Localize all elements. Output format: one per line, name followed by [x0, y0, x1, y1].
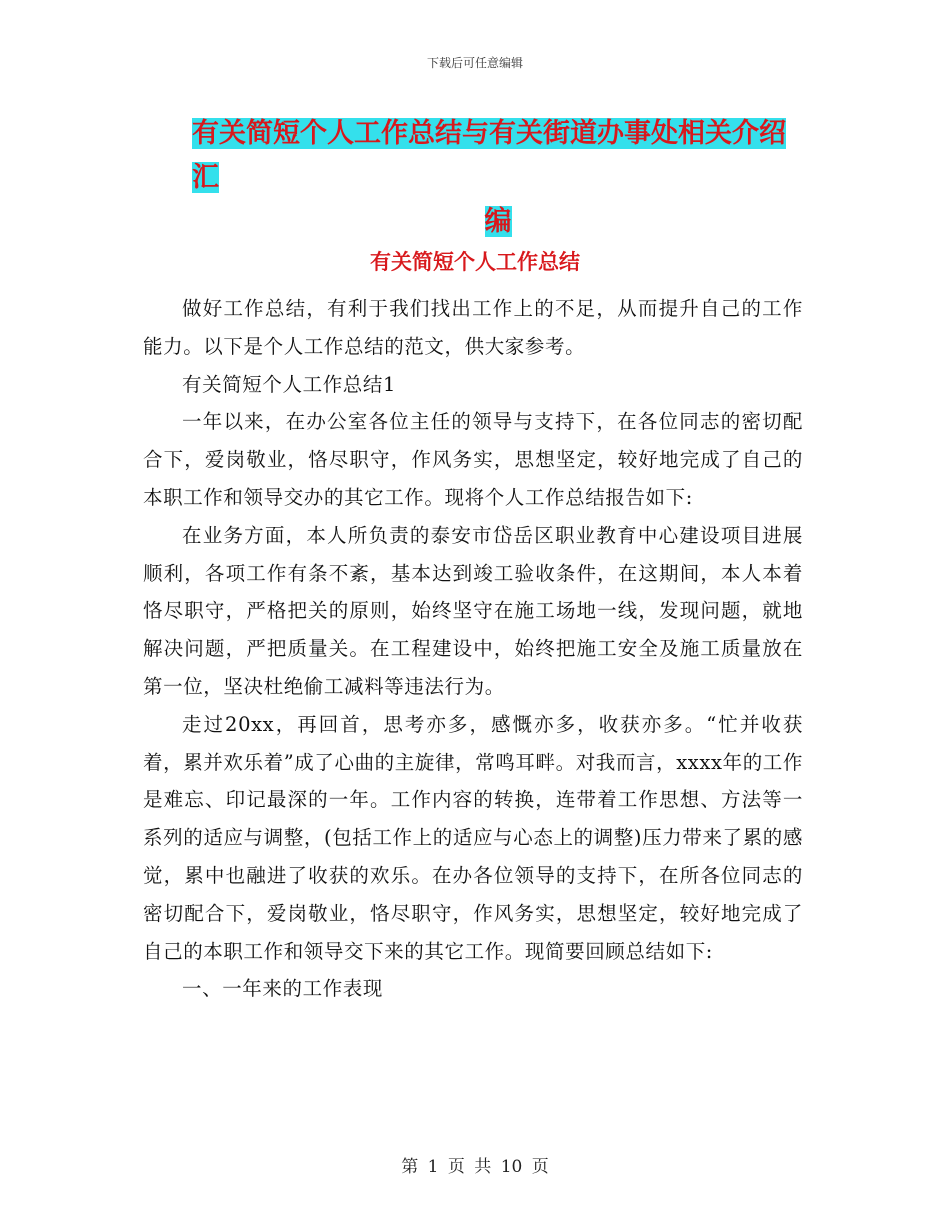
- header-note: 下载后可任意编辑: [426, 56, 523, 70]
- document-body: [143, 290, 803, 1008]
- paragraph: 在业务方面，本人所负责的泰安市岱岳区职业教育中心建设项目进展顺利，各项工作有条不紊，基本达到竣工验收条件，在这期间，本人本着恪尽职守，严格把关的原则，始终坚守在施工场地一线，发现问题，就地解决问题，严把质量关。在工程建设中，始终把施工安全及施工质量放在第一位，坚决杜绝偷工减料等违法行为。: [143, 523, 803, 698]
- page-footer: 第 1 页 共 10 页: [401, 1157, 549, 1177]
- section-title: 有关简短个人工作总结: [370, 249, 580, 274]
- paragraph: 做好工作总结，有利于我们找出工作上的不足，从而提升自己的工作能力。以下是个人工作总结的范文，供大家参考。: [143, 297, 803, 358]
- paragraph: 一、一年来的工作表现: [182, 977, 384, 1001]
- document-title: [192, 112, 804, 244]
- document-title-line1: 有关简短个人工作总结与有关街道办事处相关介绍汇: [192, 118, 786, 193]
- paragraph: 一年以来，在办公室各位主任的领导与支持下，在各位同志的密切配合下，爱岗敬业，恪尽职守，作风务实，思想坚定，较好地完成了自己的本职工作和领导交办的其它工作。现将个人工作总结报告如下:: [143, 410, 803, 509]
- paragraph: 有关简短个人工作总结1: [182, 372, 397, 396]
- document-title-line2: 编: [484, 206, 512, 237]
- paragraph: 走过20xx，再回首，思考亦多，感慨亦多，收获亦多。“忙并收获着，累并欢乐着”成了心曲的主旋律，常鸣耳畔。对我而言，xxxx年的工作是难忘、印记最深的一年。工作内容的转换，连带着工作思想、方法等一系列的适应与调整，(包括工作上的适应与心态上的调整)压力带来了累的感觉，累中也融进了收获的欢乐。在办各位领导的支持下，在所各位同志的密切配合下，爱岗敬业，恪尽职守，作风务实，思想坚定，较好地完成了自己的本职工作和领导交下来的其它工作。现简要回顾总结如下:: [143, 712, 803, 963]
